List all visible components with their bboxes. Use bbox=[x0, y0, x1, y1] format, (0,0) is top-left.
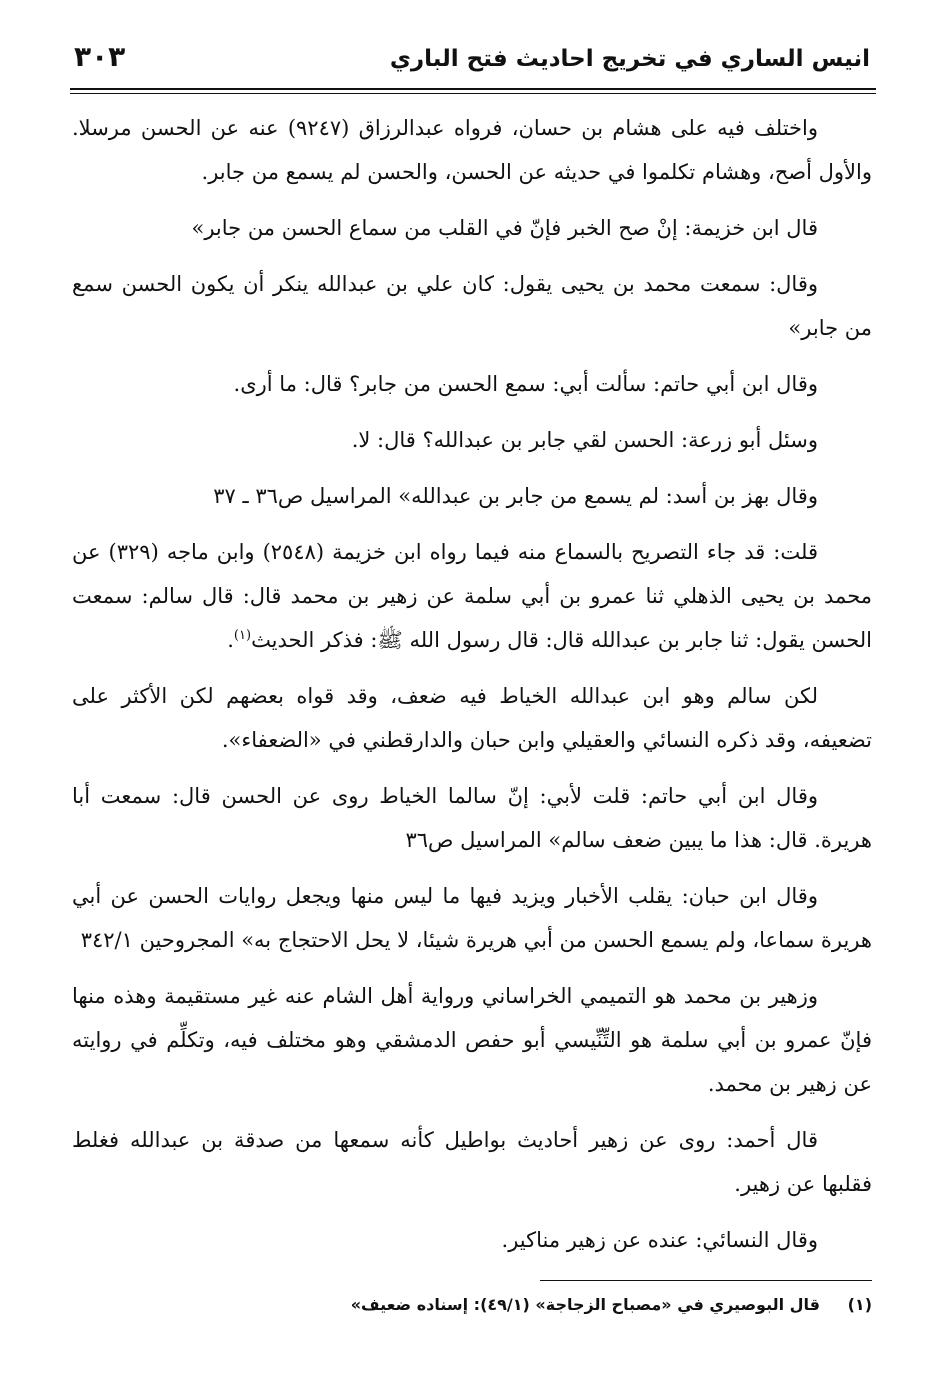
paragraph-5: وسئل أبو زرعة: الحسن لقي جابر بن عبدالله؟ قال: لا. bbox=[351, 428, 818, 452]
paragraph-7 bbox=[72, 530, 872, 662]
header-rule bbox=[70, 88, 876, 90]
paragraph-9: وقال ابن أبي حاتم: قلت لأبي: إنّ سالما الخياط روى عن الحسن قال: سمعت أبا هريرة. قال: هذا ما يبين ضعف سالم» المراسيل ص٣٦ bbox=[72, 784, 872, 852]
running-title: انيس الساري في تخريج احاديث فتح الباري bbox=[389, 46, 870, 72]
footnote bbox=[72, 1292, 872, 1318]
paragraph-13: وقال النسائي: عنده عن زهير مناكير. bbox=[501, 1228, 818, 1252]
footnote-separator bbox=[540, 1280, 872, 1281]
page-header bbox=[70, 36, 870, 86]
footnote-text: قال البوصيري في «مصباح الزجاجة» (٤٩/١): إسناده ضعيف» bbox=[350, 1295, 821, 1314]
paragraph-3: وقال: سمعت محمد بن يحيى يقول: كان علي بن عبدالله ينكر أن يكون الحسن سمع من جابر» bbox=[72, 272, 872, 340]
footnote-reference[interactable]: (١) bbox=[233, 628, 252, 643]
header-rule-thin bbox=[70, 93, 876, 94]
paragraph-8: لكن سالم وهو ابن عبدالله الخياط فيه ضعف، وقد قواه بعضهم لكن الأكثر على تضعيفه، وقد ذكره النسائي والعقيلي وابن حبان والدارقطني في «الضعفاء». bbox=[72, 684, 872, 752]
page-number: ٣٠٣ bbox=[74, 40, 126, 73]
paragraph-10: وقال ابن حبان: يقلب الأخبار ويزيد فيها ما ليس منها ويجعل روايات الحسن عن أبي هريرة سماعا، ولم يسمع الحسن من أبي هريرة شيئا، لا يحل الاحتجاج به» المجروحين ٣٤٢/١ bbox=[72, 884, 872, 952]
paragraph-12: قال أحمد: روى عن زهير أحاديث بواطيل كأنه سمعها من صدقة بن عبدالله فغلط فقلبها عن زهير. bbox=[72, 1128, 872, 1196]
main-text bbox=[72, 106, 872, 1274]
paragraph-7-text: قلت: قد جاء التصريح بالسماع منه فيما رواه ابن خزيمة (٢٥٤٨) وابن ماجه (٣٢٩) عن محمد بن يحيى الذهلي ثنا عمرو بن أبي سلمة عن زهير بن محمد قال: قال سالم: سمعت الحسن يقول: ثنا جابر بن عبدالله قال: قال رسول الله ﷺ: فذكر الحديث bbox=[72, 540, 872, 652]
paragraph-1: واختلف فيه على هشام بن حسان، فرواه عبدالرزاق (٩٢٤٧) عنه عن الحسن مرسلا. والأول أصح، وهشام تكلموا في حديثه عن الحسن، والحسن لم يسمع من جابر. bbox=[72, 116, 872, 184]
paragraph-7-end: . bbox=[227, 628, 234, 652]
footnote-marker: (١) bbox=[847, 1295, 872, 1314]
paragraph-11: وزهير بن محمد هو التميمي الخراساني ورواية أهل الشام عنه غير مستقيمة وهذه منها فإنّ عمرو بن أبي سلمة هو التِّنِّيسي أبو حفص الدمشقي وهو مختلف فيه، وتكلِّم في روايته عن زهير بن محمد. bbox=[72, 984, 872, 1096]
paragraph-4: وقال ابن أبي حاتم: سألت أبي: سمع الحسن من جابر؟ قال: ما أرى. bbox=[233, 372, 818, 396]
paragraph-6: وقال بهز بن أسد: لم يسمع من جابر بن عبدالله» المراسيل ص٣٦ ـ ٣٧ bbox=[213, 484, 818, 508]
paragraph-2: قال ابن خزيمة: إنْ صح الخبر فإنّ في القلب من سماع الحسن من جابر» bbox=[191, 216, 818, 240]
